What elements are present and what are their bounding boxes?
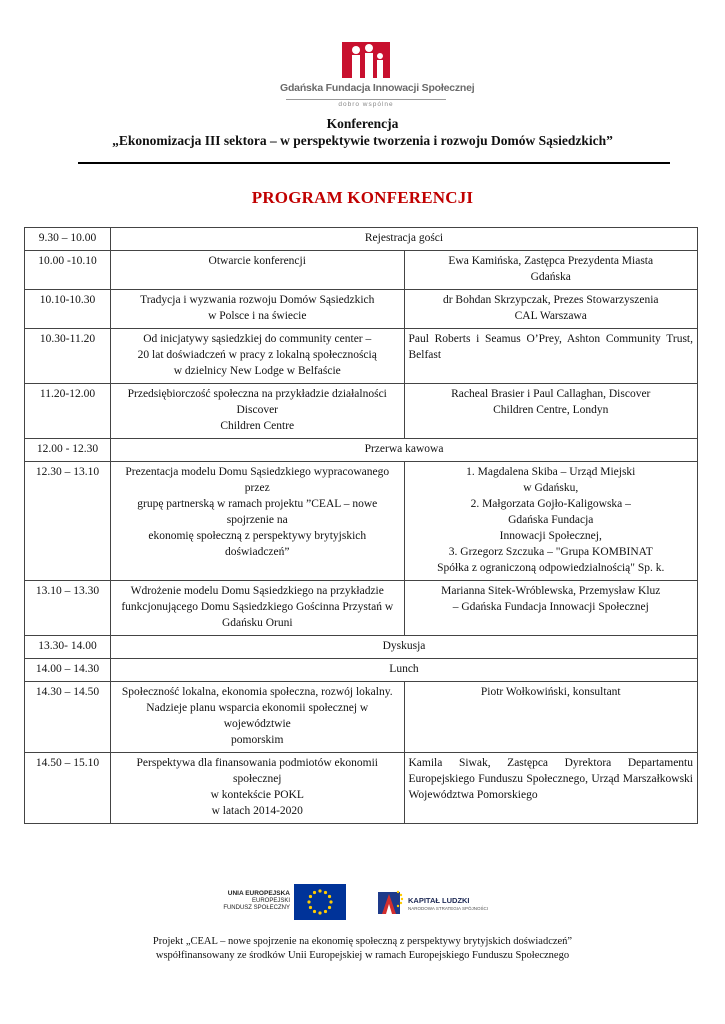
logo-divider [286,99,446,100]
speaker-line: 3. Grzegorz Szczuka – "Grupa KOMBINAT [448,546,653,558]
conference-title: „Ekonomizacja III sektora – w perspektywie tworzenia i rozwoju Domów Sąsiedzkich” [112,133,613,148]
title-line: Lunch [389,663,419,675]
speaker-line: w Gdańsku, [523,482,579,494]
schedule-time: 13.30- 14.00 [25,636,111,659]
speaker-line: Piotr Wołkowiński, konsultant [480,686,621,698]
schedule-time: 14.00 – 14.30 [25,659,111,682]
funding-logos [0,884,725,922]
schedule-speaker [404,682,698,753]
schedule-speaker [404,384,698,439]
speaker-line: 2. Małgorzata Gojło-Kaligowska – [470,498,631,510]
schedule-row [25,290,698,329]
eu-label [214,890,290,913]
schedule-time: 9.30 – 10.00 [25,228,111,251]
schedule-time: 12.30 – 13.10 [25,462,111,581]
family-figures-icon [342,40,390,80]
schedule-time: 14.50 – 15.10 [25,753,111,824]
speaker-line: Ewa Kamińska, Zastępca Prezydenta Miasta [448,255,654,267]
title-line: pomorskim [231,734,284,746]
org-tagline: dobro wspólne [338,101,394,108]
schedule-break [111,228,698,251]
schedule-title [111,753,405,824]
schedule-row [25,753,698,824]
organization-logo [280,40,475,110]
speaker-line: Gdańska [530,271,571,283]
speaker-line: Racheal Brasier i Paul Callaghan, Discover [451,388,651,400]
schedule-time: 10.10-10.30 [25,290,111,329]
kapital-ludzki-subtitle: NARODOWA STRATEGIA SPÓJNOŚCI [408,906,489,911]
schedule-time: 10.00 -10.10 [25,251,111,290]
schedule-title [111,251,405,290]
title-line: w latach 2014-2020 [211,805,303,817]
title-line: Przerwa kawowa [364,443,444,455]
title-line: Nadzieje planu wsparcia ekonomii społecznej w województwie [146,702,369,730]
speaker-line: Marianna Sitek-Wróblewska, Przemysław Kluz [441,585,661,597]
schedule-break [111,659,698,682]
title-line: 20 lat doświadczeń w pracy z lokalną społecznością [137,349,377,361]
schedule-speaker [404,753,698,824]
title-line: w dzielnicy New Lodge w Belfaście [173,365,341,377]
program-table [24,227,698,824]
title-line: ekonomię społeczną z perspektywy brytyjskich doświadczeń” [148,530,367,558]
schedule-time: 12.00 - 12.30 [25,439,111,462]
title-line: Dyskusja [382,640,426,652]
speaker-text: Departamentu Europejskiego Funduszu [408,757,693,785]
speaker-line: 1. Magdalena Skiba – Urząd Miejski [466,466,636,478]
schedule-time: 11.20-12.00 [25,384,111,439]
kapital-ludzki-title: KAPITAŁ LUDZKI [408,896,470,905]
schedule-speaker [404,251,698,290]
schedule-row [25,329,698,384]
speaker-line: Spółka z ograniczoną odpowiedzialnością" Sp. k. [437,562,665,574]
schedule-speaker [404,329,698,384]
schedule-title [111,290,405,329]
schedule-time: 14.30 – 14.50 [25,682,111,753]
speaker-line: Innowacji Społecznej, [499,530,602,542]
schedule-title [111,462,405,581]
kapital-ludzki-icon [378,888,404,916]
title-line: w kontekście POKL [210,789,304,801]
schedule-title [111,682,405,753]
schedule-title [111,581,405,636]
schedule-title [111,329,405,384]
header-divider [78,162,670,164]
project-line-2: współfinansowany ze środków Unii Europejskiej w ramach Europejskiego Funduszu Społecznego [155,950,570,961]
schedule-row [25,462,698,581]
schedule-speaker [404,290,698,329]
conference-label: Konferencja [326,116,399,131]
schedule-row [25,439,698,462]
title-line: Gdańsku Oruni [221,617,293,629]
schedule-row [25,682,698,753]
title-line: Od inicjatywy sąsiedzkiej do community center – [143,333,372,345]
schedule-break [111,636,698,659]
speaker-text: Paul Roberts i Seamus O’Prey, Ashton [408,333,601,345]
title-line: Otwarcie konferencji [208,255,306,267]
speaker-line: Gdańska Fundacja [508,514,594,526]
title-line: Children Centre [220,420,295,432]
title-line: Przedsiębiorczość społeczna na przykładzie działalności Discover [127,388,387,416]
speaker-line: – Gdańska Fundacja Innowacji Społecznej [452,601,649,613]
schedule-row [25,581,698,636]
eu-flag-icon [294,884,346,920]
speaker-text: Społecznego, Urząd Marszałkowski [526,773,694,785]
speaker-text: Województwa Pomorskiego [408,789,538,801]
schedule-row [25,228,698,251]
project-line-1: Projekt „CEAL – nowe spojrzenie na ekonomię społeczną z perspektywy brytyjskich doświadczeń” [152,936,573,947]
schedule-row [25,251,698,290]
schedule-time: 10.30-11.20 [25,329,111,384]
schedule-title [111,384,405,439]
schedule-time: 13.10 – 13.30 [25,581,111,636]
title-line: funkcjonującego Domu Sąsiedzkiego Gościnna Przystań w [121,601,394,613]
title-line: Tradycja i wyzwania rozwoju Domów Sąsiedzkich [140,294,375,306]
title-line: Perspektywa dla finansowania podmiotów ekonomii społecznej [136,757,378,785]
title-line: Rejestracja gości [364,232,444,244]
title-line: Wdrożenie modelu Domu Sąsiedzkiego na przykładzie [130,585,384,597]
schedule-row [25,636,698,659]
title-line: Społeczność lokalna, ekonomia społeczna, rozwój lokalny. [121,686,393,698]
speaker-text: Community Trust, Belfast [408,333,693,361]
schedule-speaker [404,581,698,636]
schedule-row [25,384,698,439]
speaker-text: Kamila Siwak, Zastępca Dyrektora [408,757,612,769]
title-line: Prezentacja modelu Domu Sąsiedzkiego wypracowanego przez [125,466,390,494]
schedule-row [25,659,698,682]
speaker-line: dr Bohdan Skrzypczak, Prezes Stowarzyszenia [442,294,659,306]
speaker-line: CAL Warszawa [514,310,587,322]
eu-line2: EUROPEJSKI [251,897,290,904]
eu-line3: FUNDUSZ SPOŁECZNY [223,905,290,911]
schedule-speaker [404,462,698,581]
schedule-break [111,439,698,462]
org-name: Gdańska Fundacja Innowacji Społecznej [280,82,475,94]
eu-line1: UNIA EUROPEJSKA [227,890,290,897]
program-title: PROGRAM KONFERENCJI [251,188,474,207]
speaker-line: Children Centre, Londyn [493,404,609,416]
title-line: w Polsce i na świecie [208,310,307,322]
title-line: grupę partnerską w ramach projektu ”CEAL – nowe spojrzenie na [137,498,378,526]
